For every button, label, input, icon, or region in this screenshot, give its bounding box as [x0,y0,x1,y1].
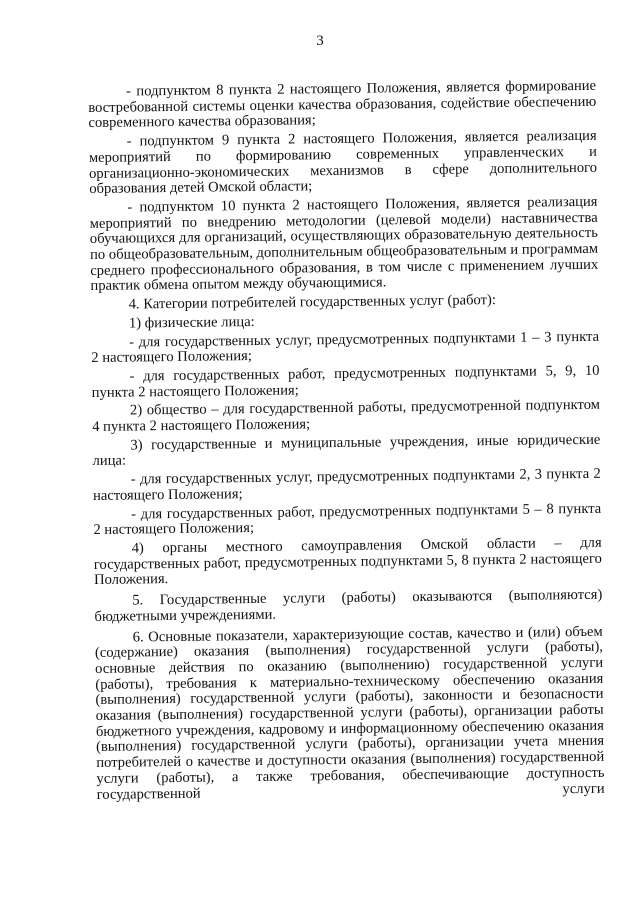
paragraph-individuals-works: - для государственных работ, предусмотренных подпунктами 5, 9, 10 пункта 2 настоящего Положения; [91,362,600,401]
paragraph-section-5: 5. Государственные услуги (работы) оказываются (выполняются) бюджетными учреждениями. [94,586,603,625]
paragraph-individuals-services: - для государственных услуг, предусмотренных подпунктами 1 – 3 пункта 2 настоящего Положения; [91,328,600,367]
paragraph-section-6: 6. Основные показатели, характеризующие состав, качество и (или) объем (содержание) оказания (выполнения) государственной услуги (работы), основные действия по оказанию (выполнению) государственной услуги (работы), требования к материально-техническому обеспечению оказания (выполнения) государственной услуги (работы), законности и безопасности оказания (выполнения) государственной услуги (работы), организации работы бюджетного учреждения, кадровому и информационному обеспечению оказания (выполнения) государственной услуги (работы), организации учета мнения потребителей о качестве и доступности оказания (выполнения) государственной услуги (работы), а также требования, обеспечивающие доступность государственной услуги [94,623,605,803]
paragraph-subitem-8: - подпунктом 8 пункта 2 настоящего Положения, является формирование востребованной системы оценки качества образования, содействие обеспечению современного качества образования; [88,77,597,132]
paragraph-subitem-10: - подпунктом 10 пункта 2 настоящего Положения, является реализация мероприятий по внедрению методологии (целевой модели) наставничества обучающихся для организаций, осуществляющих образовательную деятельность по общеобразовательным, дополнительным общеобразовательным и программам среднего профессионального образования, в том числе с применением лучших практик обмена опытом между обучающимися. [89,193,599,295]
paragraph-society: 2) общество – для государственной работы, предусмотренной подпунктом 4 пункта 2 настоящего Положения; [92,397,601,436]
page-number: 3 [316,33,324,49]
paragraph-institutions: 3) государственные и муниципальные учреждения, иные юридические лица: [92,431,601,470]
paragraph-section-4-heading: 4. Категории потребителей государственных услуг (работ): [128,292,496,313]
paragraph-subitem-9: - подпунктом 9 пункта 2 настоящего Положения, является реализация мероприятий по формированию современных управленческих и организационно-экономических механизмов в сфере дополнительного образования детей Омской области; [88,127,598,198]
paragraph-institutions-services: - для государственных услуг, предусмотренных подпунктами 2, 3 пункта 2 настоящего Положения; [92,465,601,504]
document-body [88,79,605,806]
paragraph-individuals: 1) физические лица: [128,313,255,332]
paragraph-institutions-works: - для государственных работ, предусмотренных подпунктами 5 – 8 пункта 2 настоящего Положения; [93,500,602,539]
paragraph-local-authorities: 4) органы местного самоуправления Омской области – для государственных работ, предусмотренных подпунктами 5, 8 пункта 2 настоящего Положения. [93,534,602,589]
